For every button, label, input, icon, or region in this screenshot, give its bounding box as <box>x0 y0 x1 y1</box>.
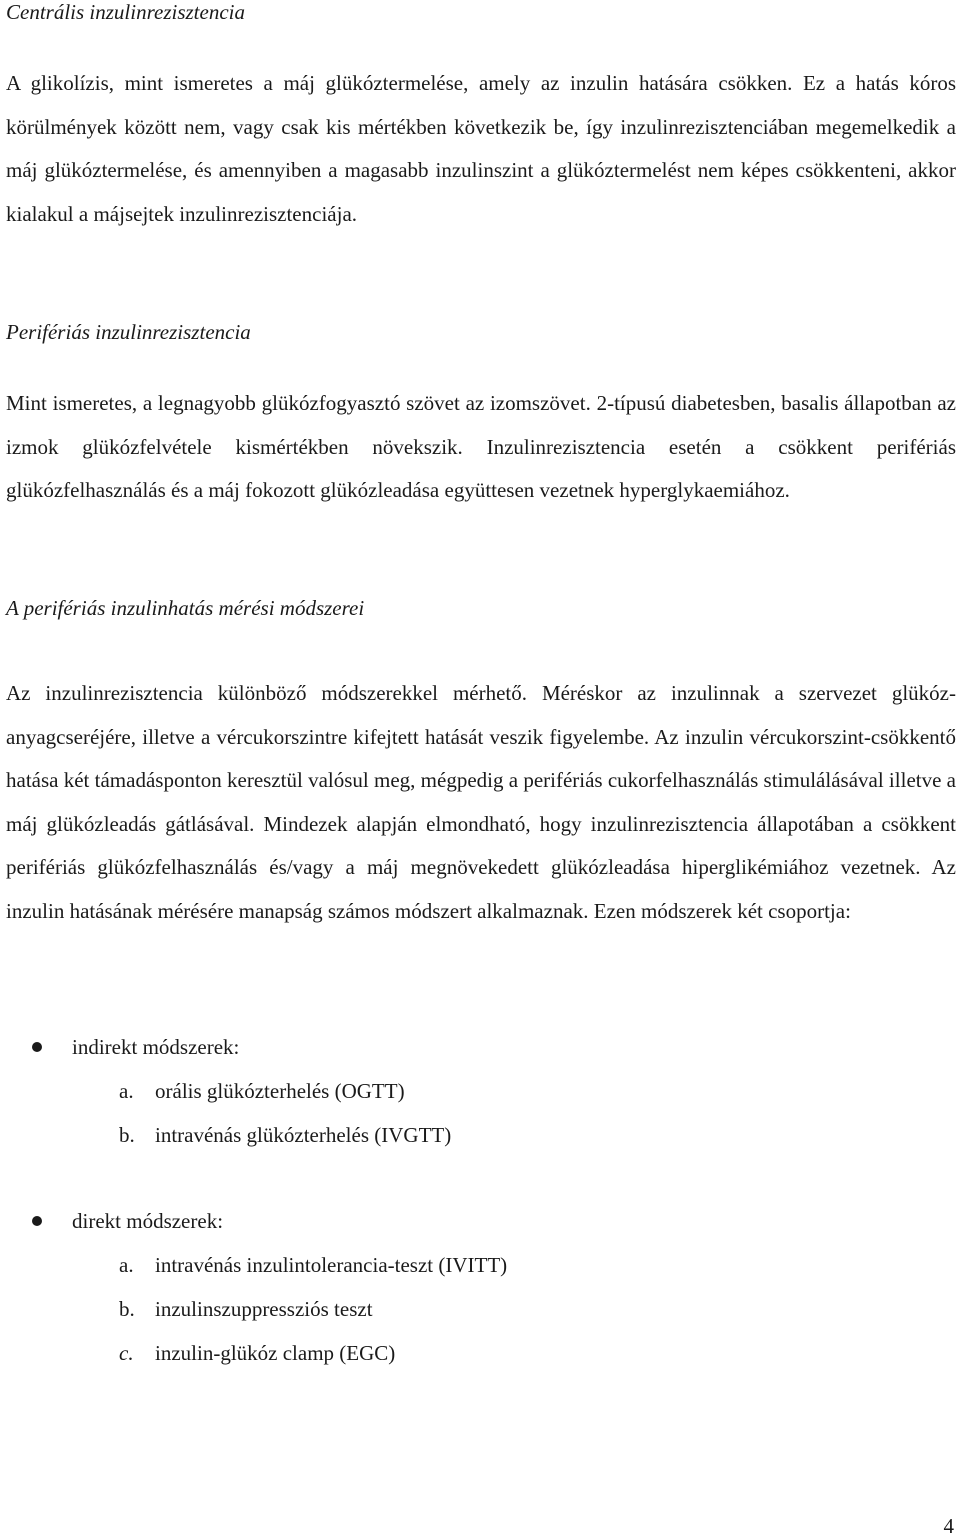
list-marker: a. <box>119 1079 134 1103</box>
section-heading-peripheral: Perifériás inzulinrezisztencia <box>6 320 251 344</box>
section-paragraph-methods: Az inzulinrezisztencia különböző módszerekkel mérhető. Méréskor az inzulinnak a szervezet glükóz-anyagcseréjére, illetve a vércukorszintre kifejtett hatását veszik figyelembe. Az inzulin vércukorszint-csökkentő hatása két támadásponton keresztül valósul meg, mégpedig a perifériás cukorfelhasználás stimulálásával illetve a máj glükózleadás gátlásával. Mindezek alapján elmondható, hogy inzulinrezisztencia állapotában a csökkent perifériás glükózfelhasználás és/vagy a máj megnövekedett glükózleadása hiperglikémiához vezetnek. Az inzulin hatásának mérésére manapság számos módszert alkalmaznak. Ezen módszerek két csoportja: <box>6 681 956 923</box>
list-item <box>6 1243 956 1287</box>
list-item-text: inzulin-glükóz clamp (EGC) <box>155 1341 396 1365</box>
list-item <box>6 1025 956 1069</box>
list-item <box>6 1113 956 1157</box>
section-heading-central: Centrális inzulinrezisztencia <box>6 0 245 24</box>
bullet-icon <box>32 1042 42 1052</box>
method-group-label: direkt módszerek: <box>72 1209 224 1233</box>
list-item-text: inzulinszuppressziós teszt <box>155 1297 373 1321</box>
list-marker: a. <box>119 1253 134 1277</box>
method-group-label: indirekt módszerek: <box>72 1035 240 1059</box>
list-marker: c. <box>119 1341 134 1365</box>
page-number: 4 <box>943 1514 954 1538</box>
method-group-direct <box>6 1199 956 1375</box>
section-heading-methods: A perifériás inzulinhatás mérési módszerei <box>6 596 365 620</box>
list-item-text: intravénás inzulintolerancia-teszt (IVITT) <box>155 1253 508 1277</box>
section-paragraph-peripheral: Mint ismeretes, a legnagyobb glükózfogyasztó szövet az izomszövet. 2-típusú diabetesben, basalis állapotban az izmok glükózfelvétele kismértékben növekszik. Inzulinrezisztencia esetén a csökkent perifériás glükózfelhasználás és a máj fokozott glükózleadása együttesen vezetnek hyperglykaemiához. <box>6 391 956 502</box>
list-marker: b. <box>119 1123 135 1147</box>
list-marker: b. <box>119 1297 135 1321</box>
list-item <box>6 1287 956 1331</box>
list-item <box>6 1069 956 1113</box>
list-item <box>6 1331 956 1375</box>
method-group-indirect <box>6 1025 956 1157</box>
section-paragraph-central: A glikolízis, mint ismeretes a máj glükóztermelése, amely az inzulin hatására csökken. Ez a hatás kóros körülmények között nem, vagy csak kis mértékben következik be, így inzulinrezisztenciában megemelkedik a máj glükóztermelése, és amennyiben a magasabb inzulinszint a glükóztermelést nem képes csökkenteni, akkor kialakul a májsejtek inzulinrezisztenciája. <box>6 71 956 226</box>
list-item-text: orális glükózterhelés (OGTT) <box>155 1079 405 1103</box>
list-item-text: intravénás glükózterhelés (IVGTT) <box>155 1123 452 1147</box>
bullet-icon <box>32 1216 42 1226</box>
list-item <box>6 1199 956 1243</box>
